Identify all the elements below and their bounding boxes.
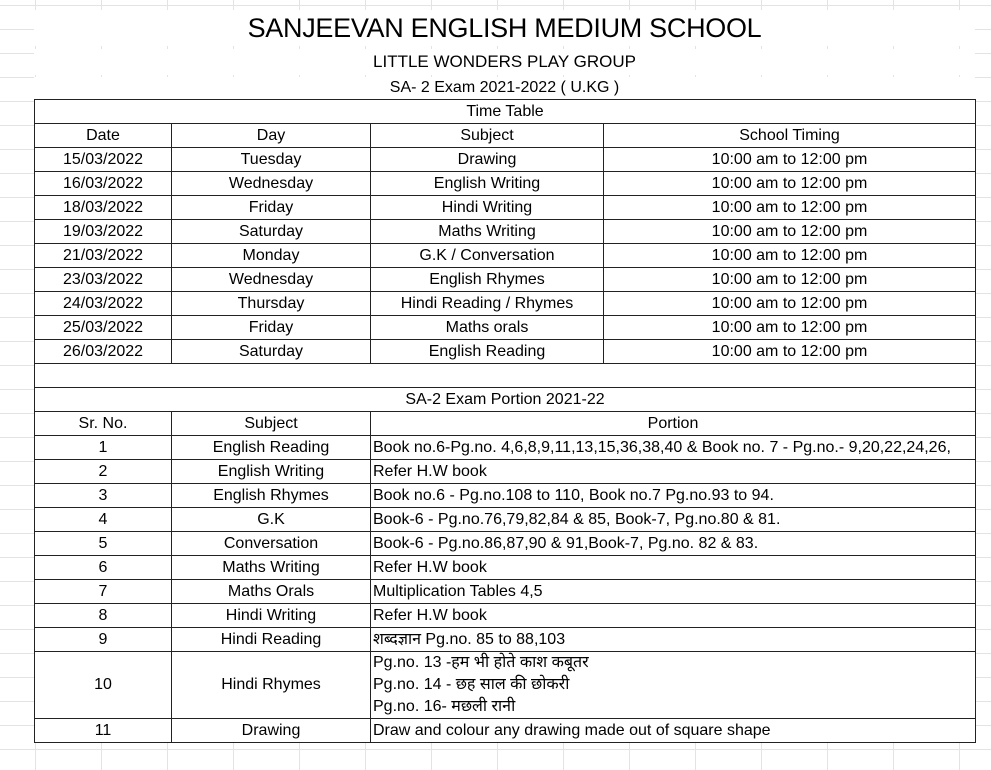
- day-cell[interactable]: Friday: [172, 316, 371, 340]
- timetable-row: [35, 292, 976, 316]
- timetable-heading-row: [35, 100, 976, 124]
- portion-subject-cell[interactable]: Hindi Reading: [172, 628, 371, 652]
- day-cell[interactable]: Wednesday: [172, 268, 371, 292]
- portion-subject-cell[interactable]: English Reading: [172, 436, 371, 460]
- day-cell[interactable]: Wednesday: [172, 172, 371, 196]
- date-cell[interactable]: 21/03/2022: [35, 244, 172, 268]
- portion-cell[interactable]: [371, 532, 976, 556]
- timetable-header-row: [35, 124, 976, 148]
- portion-subject-cell[interactable]: English Writing: [172, 460, 371, 484]
- portion-cell[interactable]: [371, 460, 976, 484]
- subject-cell[interactable]: English Rhymes: [371, 268, 604, 292]
- portion-subject-cell[interactable]: Drawing: [172, 719, 371, 743]
- sr-no-cell[interactable]: 11: [35, 719, 172, 743]
- portion-cell[interactable]: [371, 508, 976, 532]
- sr-no-cell[interactable]: 5: [35, 532, 172, 556]
- sr-no-cell[interactable]: 10: [35, 652, 172, 719]
- portion-line: Multiplication Tables 4,5: [373, 582, 543, 600]
- portion-row: [35, 628, 976, 652]
- portion-line: Refer H.W book: [373, 462, 487, 480]
- portion-heading-row: [35, 388, 976, 412]
- timetable-row: [35, 340, 976, 364]
- portion-line: Refer H.W book: [373, 606, 487, 624]
- subject-cell[interactable]: Drawing: [371, 148, 604, 172]
- timetable-row: [35, 148, 976, 172]
- timetable-row: [35, 172, 976, 196]
- portion-row: [35, 436, 976, 460]
- date-cell[interactable]: 18/03/2022: [35, 196, 172, 220]
- day-cell[interactable]: Saturday: [172, 340, 371, 364]
- portion-line: Pg.no. 14 - छह साल की छोकरी: [373, 676, 570, 693]
- timetable-row: [35, 220, 976, 244]
- portion-line: Refer H.W book: [373, 558, 487, 576]
- portion-line: Pg.no. 13 -हम भी होते काश कबूतर: [373, 654, 589, 671]
- portion-subject-cell[interactable]: G.K: [172, 508, 371, 532]
- day-cell[interactable]: Friday: [172, 196, 371, 220]
- sr-no-cell[interactable]: 7: [35, 580, 172, 604]
- date-cell[interactable]: 15/03/2022: [35, 148, 172, 172]
- portion-heading[interactable]: SA-2 Exam Portion 2021-22: [35, 388, 976, 412]
- sr-no-cell[interactable]: 1: [35, 436, 172, 460]
- portion-line: Book-6 - Pg.no.76,79,82,84 & 85, Book-7, Pg.no.80 & 81.: [373, 510, 781, 528]
- portion-cell[interactable]: [371, 652, 976, 719]
- portion-cell[interactable]: [371, 604, 976, 628]
- portion-cell[interactable]: [371, 580, 976, 604]
- header-portion-subject[interactable]: Subject: [172, 412, 371, 436]
- header-sr-no[interactable]: Sr. No.: [35, 412, 172, 436]
- portion-line: Pg.no. 16- मछली रानी: [373, 698, 516, 715]
- header-subject[interactable]: Subject: [371, 124, 604, 148]
- portion-row: [35, 556, 976, 580]
- subject-cell[interactable]: Hindi Writing: [371, 196, 604, 220]
- subject-cell[interactable]: Hindi Reading / Rhymes: [371, 292, 604, 316]
- portion-line: Draw and colour any drawing made out of square shape: [373, 721, 771, 739]
- portion-cell[interactable]: [371, 719, 976, 743]
- portion-row: [35, 604, 976, 628]
- empty-cell[interactable]: [35, 364, 976, 388]
- sr-no-cell[interactable]: 8: [35, 604, 172, 628]
- date-cell[interactable]: 25/03/2022: [35, 316, 172, 340]
- timetable-heading[interactable]: Time Table: [35, 100, 976, 124]
- portion-subject-cell[interactable]: Hindi Rhymes: [172, 652, 371, 719]
- portion-line: Book-6 - Pg.no.86,87,90 & 91,Book-7, Pg.no. 82 & 83.: [373, 534, 759, 552]
- portion-subject-cell[interactable]: Maths Writing: [172, 556, 371, 580]
- school-name: SANJEEVAN ENGLISH MEDIUM SCHOOL: [34, 10, 975, 46]
- date-cell[interactable]: 16/03/2022: [35, 172, 172, 196]
- timing-cell[interactable]: 10:00 am to 12:00 pm: [604, 340, 976, 364]
- portion-line: Book no.6-Pg.no. 4,6,8,9,11,13,15,36,38,40 & Book no. 7 - Pg.no.- 9,20,22,24,26,: [373, 438, 951, 456]
- portion-cell[interactable]: [371, 556, 976, 580]
- portion-header-row: [35, 412, 976, 436]
- sr-no-cell[interactable]: 2: [35, 460, 172, 484]
- timetable-row: [35, 244, 976, 268]
- timing-cell[interactable]: 10:00 am to 12:00 pm: [604, 316, 976, 340]
- timing-cell[interactable]: 10:00 am to 12:00 pm: [604, 268, 976, 292]
- subject-cell[interactable]: English Writing: [371, 172, 604, 196]
- portion-row: [35, 460, 976, 484]
- header-school-timing[interactable]: School Timing: [604, 124, 976, 148]
- timing-cell[interactable]: 10:00 am to 12:00 pm: [604, 148, 976, 172]
- portion-row: [35, 652, 976, 719]
- subject-cell[interactable]: English Reading: [371, 340, 604, 364]
- portion-subject-cell[interactable]: Conversation: [172, 532, 371, 556]
- portion-line: Book no.6 - Pg.no.108 to 110, Book no.7 Pg.no.93 to 94.: [373, 486, 774, 504]
- date-cell[interactable]: 26/03/2022: [35, 340, 172, 364]
- day-cell[interactable]: Monday: [172, 244, 371, 268]
- portion-cell[interactable]: [371, 628, 976, 652]
- portion-row: [35, 484, 976, 508]
- portion-subject-cell[interactable]: English Rhymes: [172, 484, 371, 508]
- sr-no-cell[interactable]: 4: [35, 508, 172, 532]
- sr-no-cell[interactable]: 3: [35, 484, 172, 508]
- portion-cell[interactable]: [371, 436, 976, 460]
- timing-cell[interactable]: 10:00 am to 12:00 pm: [604, 244, 976, 268]
- subject-cell[interactable]: Maths orals: [371, 316, 604, 340]
- header-portion[interactable]: Portion: [371, 412, 976, 436]
- date-cell[interactable]: 23/03/2022: [35, 268, 172, 292]
- portion-line: शब्दज्ञान Pg.no. 85 to 88,103: [373, 630, 566, 648]
- exam-table: [34, 99, 976, 743]
- sr-no-cell[interactable]: 9: [35, 628, 172, 652]
- header-date[interactable]: Date: [35, 124, 172, 148]
- timing-cell[interactable]: 10:00 am to 12:00 pm: [604, 172, 976, 196]
- day-cell[interactable]: Thursday: [172, 292, 371, 316]
- portion-row: [35, 580, 976, 604]
- sr-no-cell[interactable]: 6: [35, 556, 172, 580]
- spacer-row: [35, 364, 976, 388]
- header-day[interactable]: Day: [172, 124, 371, 148]
- day-cell[interactable]: Tuesday: [172, 148, 371, 172]
- subject-cell[interactable]: Maths Writing: [371, 220, 604, 244]
- day-cell[interactable]: Saturday: [172, 220, 371, 244]
- portion-subject-cell[interactable]: Maths Orals: [172, 580, 371, 604]
- portion-cell[interactable]: [371, 484, 976, 508]
- portion-row: [35, 532, 976, 556]
- subject-cell[interactable]: G.K / Conversation: [371, 244, 604, 268]
- group-name: LITTLE WONDERS PLAY GROUP: [34, 49, 975, 75]
- timetable-row: [35, 196, 976, 220]
- portion-subject-cell[interactable]: Hindi Writing: [172, 604, 371, 628]
- timing-cell[interactable]: 10:00 am to 12:00 pm: [604, 292, 976, 316]
- date-cell[interactable]: 19/03/2022: [35, 220, 172, 244]
- timing-cell[interactable]: 10:00 am to 12:00 pm: [604, 196, 976, 220]
- exam-line: SA- 2 Exam 2021-2022 ( U.KG ): [34, 77, 975, 99]
- timetable-row: [35, 316, 976, 340]
- timing-cell[interactable]: 10:00 am to 12:00 pm: [604, 220, 976, 244]
- portion-row: [35, 719, 976, 743]
- timetable-row: [35, 268, 976, 292]
- date-cell[interactable]: 24/03/2022: [35, 292, 172, 316]
- portion-row: [35, 508, 976, 532]
